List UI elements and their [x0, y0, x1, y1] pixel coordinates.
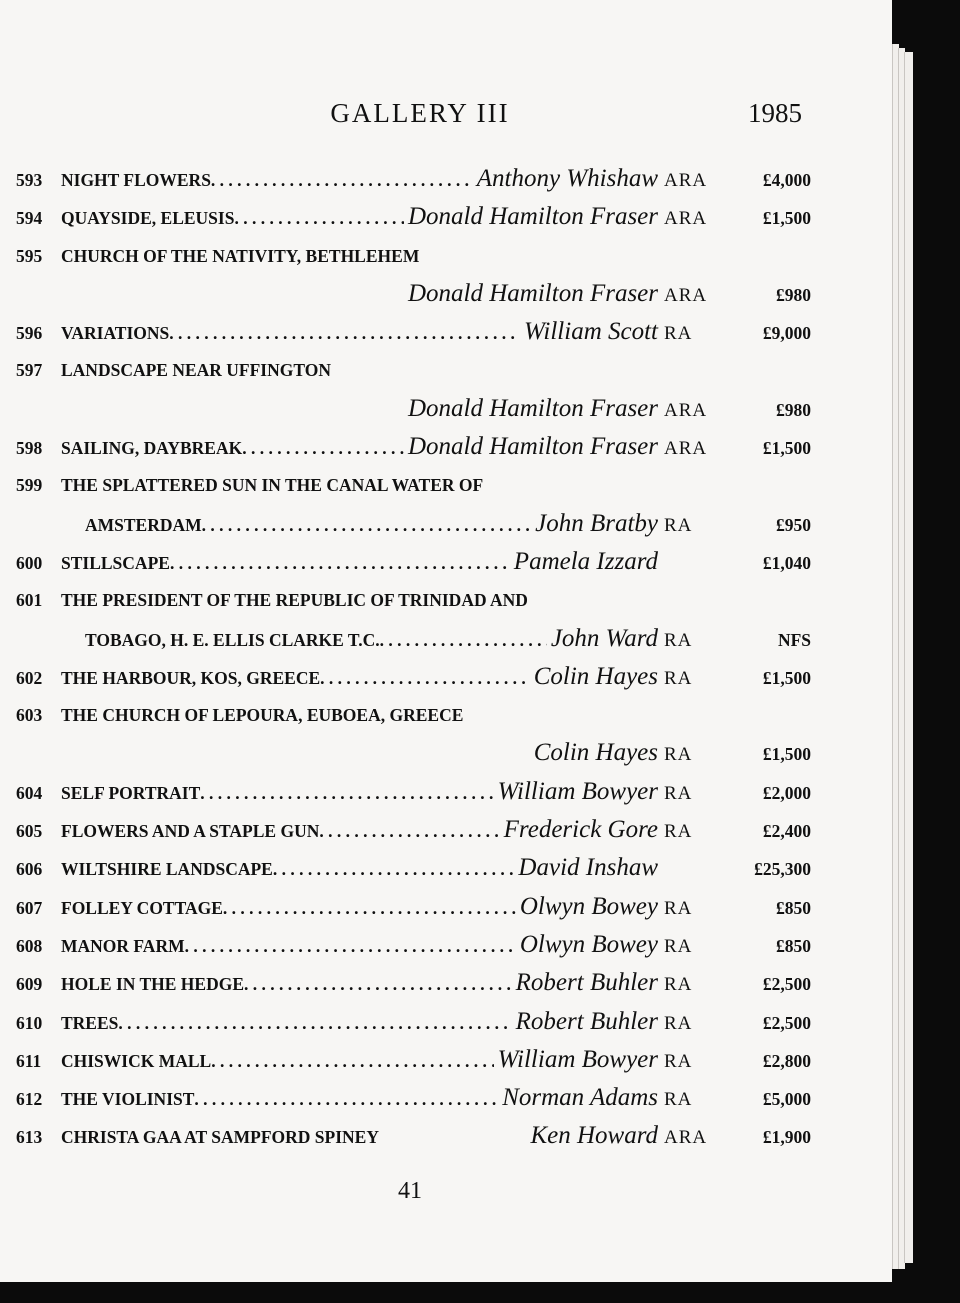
- catalogue-entry: [16, 275, 811, 313]
- entry-artist: Colin Hayes: [533, 739, 658, 767]
- entry-artist: David Inshaw: [518, 854, 658, 882]
- entry-artist: Frederick Gore: [503, 816, 658, 844]
- entry-number: 601: [16, 590, 43, 611]
- catalogue-entry: [16, 351, 811, 389]
- entry-artist: Donald Hamilton Fraser: [408, 203, 658, 231]
- entry-artist: John Ward: [550, 624, 658, 652]
- catalogue-entries: [16, 160, 811, 1156]
- entry-title: THE PRESIDENT OF THE REPUBLIC OF TRINIDAD AND: [61, 590, 528, 611]
- entry-price: £1,500: [762, 438, 811, 459]
- leader-dots: [118, 1004, 511, 1041]
- entry-title: AMSTERDAM: [85, 514, 202, 535]
- entry-number: 612: [16, 1089, 43, 1110]
- entry-number: 609: [16, 974, 43, 995]
- entry-artist: Olwyn Bowey: [519, 892, 658, 920]
- catalogue-year: 1985: [748, 98, 802, 128]
- gallery-title: GALLERY III: [330, 98, 510, 128]
- entry-number: 604: [16, 782, 43, 803]
- catalogue-entry: [16, 849, 811, 887]
- entry-price: £1,500: [762, 667, 811, 688]
- catalogue-entry: [16, 505, 811, 543]
- artist-honour: ARA: [664, 438, 708, 460]
- catalogue-entry: [16, 734, 811, 772]
- leader-dots: [211, 1042, 493, 1079]
- entry-price: £1,500: [762, 208, 811, 229]
- page-number: 41: [398, 1178, 422, 1204]
- artist-honour: ARA: [664, 170, 708, 191]
- catalogue-entry: [16, 1003, 811, 1041]
- entry-price: £980: [776, 399, 811, 420]
- entry-price: £1,900: [762, 1127, 811, 1148]
- entry-number: 610: [16, 1012, 43, 1033]
- catalogue-entry: [16, 428, 811, 466]
- entry-number: 602: [16, 667, 43, 688]
- leader-dots: [211, 161, 473, 198]
- entry-title: SELF PORTRAIT: [61, 782, 201, 803]
- entry-number: 593: [16, 170, 43, 190]
- entry-title: TREES: [61, 1012, 119, 1033]
- artist-honour: ARA: [664, 1127, 708, 1149]
- entry-title: TOBAGO, H. E. ELLIS CLARKE T.C.: [85, 629, 380, 650]
- entry-number: 607: [16, 897, 43, 918]
- entry-number: 606: [16, 859, 43, 880]
- catalogue-entry: [16, 198, 811, 236]
- entry-number: 613: [16, 1127, 43, 1148]
- entry-title: LANDSCAPE NEAR UFFINGTON: [61, 360, 331, 381]
- catalogue-entry: [16, 466, 811, 504]
- entry-title: NIGHT FLOWERS: [61, 170, 211, 190]
- catalogue-entry: [16, 696, 811, 734]
- leader-dots: [202, 506, 531, 543]
- leader-dots: [320, 659, 530, 696]
- catalogue-entry: [16, 390, 811, 428]
- page-edge: [904, 52, 913, 1263]
- entry-artist: Robert Buhler: [515, 969, 658, 997]
- entry-price: £2,000: [762, 782, 811, 803]
- entry-price: £4,000: [762, 170, 811, 190]
- leader-dots: [234, 199, 404, 236]
- leader-dots: [319, 812, 499, 849]
- catalogue-entry: [16, 1117, 811, 1155]
- catalogue-entry: [16, 811, 811, 849]
- catalogue-entry: [16, 160, 811, 198]
- entry-artist: Olwyn Bowey: [519, 930, 658, 958]
- leader-dots: [380, 621, 547, 658]
- entry-price: NFS: [777, 629, 811, 650]
- catalogue-entry: [16, 773, 811, 811]
- entry-artist: William Scott: [523, 318, 658, 346]
- entry-price: £2,800: [762, 1050, 811, 1071]
- catalogue-entry: [16, 964, 811, 1002]
- entry-artist: Donald Hamilton Fraser: [408, 279, 658, 307]
- artist-honour: RA: [664, 1012, 693, 1034]
- entry-title: CHRISTA GAA AT SAMPFORD SPINEY: [61, 1127, 379, 1148]
- artist-honour: ARA: [664, 208, 708, 230]
- entry-number: 597: [16, 360, 43, 381]
- entry-number: 598: [16, 438, 43, 459]
- entry-price: £1,500: [762, 744, 811, 765]
- entry-price: £25,300: [754, 859, 811, 880]
- entry-number: 599: [16, 475, 43, 496]
- entry-artist: Pamela Izzard: [513, 547, 658, 575]
- catalogue-entry: [16, 888, 811, 926]
- entry-artist: William Bowyer: [497, 1045, 658, 1073]
- leader-dots: [273, 850, 515, 887]
- entry-price: £2,400: [762, 821, 811, 842]
- artist-honour: RA: [664, 629, 693, 651]
- entry-number: 608: [16, 935, 43, 956]
- entry-title: VARIATIONS: [61, 323, 170, 344]
- catalogue-entry: [16, 1041, 811, 1079]
- entry-title: QUAYSIDE, ELEUSIS: [61, 208, 235, 229]
- artist-honour: RA: [664, 1050, 693, 1072]
- catalogue-entry: [16, 237, 811, 275]
- entry-title: THE HARBOUR, KOS, GREECE: [61, 667, 321, 688]
- entry-title: MANOR FARM: [61, 935, 185, 956]
- leader-dots: [242, 429, 404, 466]
- entry-price: £2,500: [762, 974, 811, 995]
- entry-title: SAILING, DAYBREAK: [61, 438, 243, 459]
- entry-price: £1,040: [762, 552, 811, 573]
- entry-title: THE SPLATTERED SUN IN THE CANAL WATER OF: [61, 475, 484, 496]
- entry-number: 603: [16, 705, 43, 726]
- entry-title: CHISWICK MALL: [61, 1050, 212, 1071]
- entry-artist: Norman Adams: [502, 1084, 658, 1112]
- entry-price: £850: [776, 935, 811, 956]
- entry-artist: Anthony Whishaw: [476, 165, 658, 192]
- artist-honour: ARA: [664, 399, 708, 421]
- leader-dots: [194, 1080, 498, 1117]
- leader-dots: [223, 889, 516, 926]
- leader-dots: [244, 965, 512, 1002]
- artist-honour: RA: [664, 667, 693, 689]
- artist-honour: RA: [664, 514, 693, 536]
- entry-title: CHURCH OF THE NATIVITY, BETHLEHEM: [61, 245, 420, 266]
- artist-honour: RA: [664, 935, 693, 957]
- artist-honour: RA: [664, 974, 693, 996]
- catalogue-entry: [16, 620, 811, 658]
- artist-honour: RA: [664, 782, 693, 804]
- entry-price: £950: [776, 514, 811, 535]
- catalogue-entry: [16, 658, 811, 696]
- catalogue-entry: [16, 1079, 811, 1117]
- leader-dots: [169, 314, 520, 351]
- artist-honour: RA: [664, 897, 693, 919]
- entry-title: WILTSHIRE LANDSCAPE: [61, 859, 273, 880]
- entry-price: £850: [776, 897, 811, 918]
- entry-title: THE VIOLINIST: [61, 1089, 195, 1110]
- entry-title: HOLE IN THE HEDGE: [61, 974, 244, 995]
- entry-price: £9,000: [762, 323, 811, 344]
- entry-number: 600: [16, 552, 43, 573]
- artist-honour: RA: [664, 744, 693, 766]
- leader-dots: [200, 774, 493, 811]
- artist-honour: ARA: [664, 284, 708, 306]
- entry-artist: William Bowyer: [497, 777, 658, 805]
- entry-artist: Donald Hamilton Fraser: [408, 433, 658, 461]
- entry-number: 595: [16, 245, 43, 266]
- entry-artist: Donald Hamilton Fraser: [408, 394, 658, 422]
- entry-price: £980: [776, 284, 811, 305]
- catalogue-entry: [16, 313, 811, 351]
- entry-number: 605: [16, 821, 43, 842]
- entry-number: 611: [16, 1050, 42, 1071]
- entry-title: FOLLEY COTTAGE: [61, 897, 223, 918]
- entry-artist: John Bratby: [535, 509, 658, 537]
- artist-honour: RA: [664, 821, 693, 843]
- leader-dots: [185, 927, 516, 964]
- catalogue-entry: [16, 543, 811, 581]
- entry-title: THE CHURCH OF LEPOURA, EUBOEA, GREECE: [61, 705, 464, 726]
- entry-number: 596: [16, 323, 43, 344]
- entry-price: £5,000: [762, 1089, 811, 1110]
- entry-artist: Ken Howard: [530, 1122, 658, 1150]
- entry-artist: Colin Hayes: [533, 662, 658, 690]
- leader-dots: [170, 544, 510, 581]
- entry-artist: Robert Buhler: [515, 1007, 658, 1035]
- artist-honour: RA: [664, 323, 693, 345]
- catalogue-entry: [16, 581, 811, 619]
- catalogue-entry: [16, 926, 811, 964]
- entry-title: FLOWERS AND A STAPLE GUN: [61, 821, 320, 842]
- entry-title: STILLSCAPE: [61, 552, 170, 573]
- artist-honour: RA: [664, 1089, 693, 1111]
- page-header: [0, 98, 892, 134]
- entry-price: £2,500: [762, 1012, 811, 1033]
- entry-number: 594: [16, 208, 43, 229]
